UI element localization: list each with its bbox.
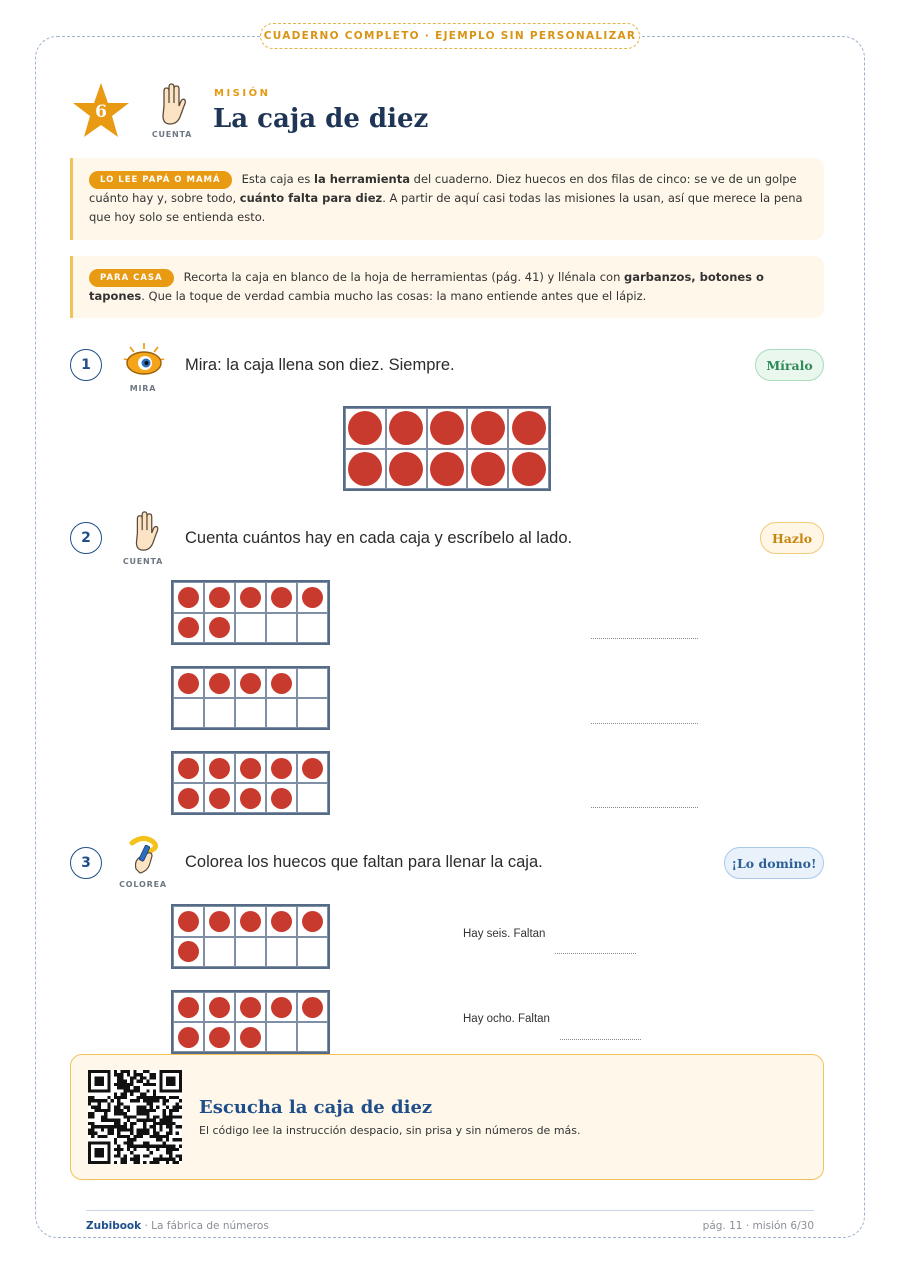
counter-dot	[240, 788, 261, 809]
counter-dot	[430, 452, 464, 486]
filled-cell	[235, 753, 266, 783]
filled-cell	[173, 668, 204, 698]
counter-dot	[209, 587, 230, 608]
filled-cell	[266, 906, 297, 937]
counter-dot	[178, 911, 199, 932]
answer-field[interactable]	[591, 638, 698, 639]
counter-dot	[302, 587, 323, 608]
filled-cell	[204, 1022, 235, 1052]
banner: CUADERNO COMPLETO · EJEMPLO SIN PERSONALIZAR	[260, 23, 640, 49]
audio-subtitle: El código lee la instrucción despacio, sin prisa y sin números de más.	[199, 1124, 581, 1137]
filled-cell	[297, 582, 328, 613]
empty-cell	[266, 1022, 297, 1052]
missing-prompt: Hay seis. Faltan	[463, 928, 546, 940]
counter-dot	[178, 617, 199, 638]
filled-cell	[204, 613, 235, 644]
book-name: · La fábrica de números	[141, 1220, 269, 1232]
activity-instruction: Colorea los huecos que faltan para llenar la caja.	[185, 853, 543, 871]
counter-dot	[178, 941, 199, 962]
empty-cell	[235, 698, 266, 728]
activity-number: 1	[70, 349, 102, 381]
filled-cell	[204, 753, 235, 783]
home-note-text: . Que la toque de verdad cambia mucho las cosas: la mano entiende antes que el lápiz.	[141, 289, 647, 303]
counter-dot	[471, 411, 505, 445]
counter-dot	[302, 758, 323, 779]
counter-dot	[209, 617, 230, 638]
counter-dot	[240, 1027, 261, 1048]
empty-cell	[204, 698, 235, 728]
filled-cell	[266, 783, 297, 813]
counter-dot	[512, 452, 546, 486]
counter-dot	[430, 411, 464, 445]
counter-dot	[512, 411, 546, 445]
page-number: pág. 11 · misión 6/30	[702, 1220, 814, 1232]
filled-cell	[386, 408, 427, 449]
filled-cell	[235, 668, 266, 698]
empty-cell	[235, 937, 266, 968]
hand-count-icon	[124, 510, 168, 554]
counter-dot	[271, 673, 292, 694]
home-note-bold: garbanzos, botones o tapones	[89, 270, 764, 303]
activity-instruction: Mira: la caja llena son diez. Siempre.	[185, 356, 455, 374]
filled-cell	[467, 449, 508, 490]
counter-dot	[271, 911, 292, 932]
counter-dot	[271, 587, 292, 608]
filled-cell	[173, 783, 204, 813]
empty-cell	[297, 668, 328, 698]
filled-cell	[173, 992, 204, 1022]
filled-cell	[173, 613, 204, 644]
empty-cell	[266, 613, 297, 644]
answer-field[interactable]	[555, 953, 636, 954]
ten-frame[interactable]	[171, 990, 330, 1054]
filled-cell	[204, 582, 235, 613]
counter-dot	[209, 788, 230, 809]
answer-field[interactable]	[591, 807, 698, 808]
counter-dot	[302, 997, 323, 1018]
empty-cell	[297, 783, 328, 813]
filled-cell	[345, 408, 386, 449]
activity-instruction: Cuenta cuántos hay en cada caja y escríbelo al lado.	[185, 529, 573, 547]
ten-frame	[171, 666, 330, 730]
counter-dot	[240, 997, 261, 1018]
counter-dot	[209, 911, 230, 932]
mission-number: 6	[95, 102, 107, 122]
counter-dot	[302, 911, 323, 932]
answer-field[interactable]	[560, 1039, 641, 1040]
filled-cell	[508, 449, 549, 490]
brand-name: Zubibook	[86, 1220, 142, 1232]
home-note-text: Recorta la caja en blanco de la hoja de herramientas (pág. 41) y llénala con	[183, 270, 625, 284]
filled-cell	[173, 1022, 204, 1052]
footer-divider	[86, 1210, 814, 1211]
empty-cell	[173, 698, 204, 728]
empty-cell	[297, 937, 328, 968]
counter-dot	[178, 673, 199, 694]
activity-icon-label: COLOREA	[119, 880, 167, 889]
empty-cell	[297, 698, 328, 728]
activity-number: 2	[70, 522, 102, 554]
empty-cell	[266, 698, 297, 728]
filled-cell	[297, 906, 328, 937]
counter-dot	[348, 411, 382, 445]
parent-note-text: Esta caja es	[241, 172, 315, 186]
counter-dot	[471, 452, 505, 486]
activity-icon-label: CUENTA	[122, 557, 164, 566]
qr-code[interactable]	[88, 1070, 182, 1164]
filled-cell	[173, 753, 204, 783]
counter-dot	[178, 1027, 199, 1048]
parent-note-bold: cuánto falta para diez	[239, 191, 383, 205]
filled-cell	[204, 992, 235, 1022]
filled-cell	[297, 992, 328, 1022]
filled-cell	[427, 408, 468, 449]
activity-number: 3	[70, 847, 102, 879]
home-note	[70, 256, 824, 318]
audio-title: Escucha la caja de diez	[199, 1097, 433, 1118]
counter-dot	[178, 758, 199, 779]
filled-cell	[297, 753, 328, 783]
counter-dot	[178, 788, 199, 809]
filled-cell	[173, 937, 204, 968]
filled-cell	[204, 668, 235, 698]
ten-frame	[171, 580, 330, 645]
filled-cell	[235, 783, 266, 813]
level-badge: Hazlo	[760, 522, 824, 554]
counter-dot	[240, 673, 261, 694]
mission-kicker: MISIÓN	[214, 88, 271, 99]
filled-cell	[235, 906, 266, 937]
counter-dot	[178, 587, 199, 608]
counter-dot	[389, 411, 423, 445]
parent-note	[70, 158, 824, 240]
filled-cell	[235, 992, 266, 1022]
parent-note-bold: la herramienta	[314, 172, 410, 186]
activity-icon-label: MIRA	[129, 384, 157, 393]
counter-dot	[240, 587, 261, 608]
filled-cell	[386, 449, 427, 490]
empty-cell	[297, 1022, 328, 1052]
hand-count-icon	[155, 82, 191, 128]
ten-frame[interactable]	[171, 904, 330, 969]
parent-note-tag: LO LEE PAPÁ O MAMÁ	[89, 171, 232, 189]
counter-dot	[271, 788, 292, 809]
empty-cell	[266, 937, 297, 968]
counter-dot	[178, 997, 199, 1018]
missing-prompt: Hay ocho. Faltan	[463, 1013, 550, 1025]
ten-frame	[343, 406, 551, 491]
eye-icon	[122, 341, 166, 385]
counter-dot	[209, 758, 230, 779]
filled-cell	[235, 1022, 266, 1052]
counter-dot	[209, 1027, 230, 1048]
crayon-icon	[122, 833, 166, 877]
filled-cell	[173, 906, 204, 937]
filled-cell	[427, 449, 468, 490]
empty-cell	[204, 937, 235, 968]
counter-dot	[209, 997, 230, 1018]
filled-cell	[235, 582, 266, 613]
filled-cell	[345, 449, 386, 490]
filled-cell	[173, 582, 204, 613]
counter-dot	[389, 452, 423, 486]
audio-box	[70, 1054, 824, 1180]
header-icon-label: CUENTA	[151, 130, 193, 139]
filled-cell	[266, 753, 297, 783]
ten-frame	[171, 751, 330, 815]
empty-cell	[235, 613, 266, 644]
level-badge: Míralo	[755, 349, 824, 381]
level-badge: ¡Lo domino!	[724, 847, 824, 879]
parent-note-text: del cuaderno. Diez huecos en dos filas de cinco: se ve de un golpe cuánto hay y, sobre todo,	[89, 172, 797, 205]
filled-cell	[204, 783, 235, 813]
counter-dot	[209, 673, 230, 694]
counter-dot	[348, 452, 382, 486]
parent-note-text: . A partir de aquí casi todas las misiones la usan, así que merece la pena que hoy solo se entienda esto.	[89, 191, 803, 224]
page-title: La caja de diez	[213, 104, 429, 134]
counter-dot	[271, 758, 292, 779]
filled-cell	[266, 582, 297, 613]
empty-cell	[297, 613, 328, 644]
counter-dot	[240, 758, 261, 779]
filled-cell	[467, 408, 508, 449]
filled-cell	[204, 906, 235, 937]
counter-dot	[240, 911, 261, 932]
footer-brand	[86, 1220, 269, 1232]
filled-cell	[508, 408, 549, 449]
filled-cell	[266, 992, 297, 1022]
counter-dot	[271, 997, 292, 1018]
filled-cell	[266, 668, 297, 698]
home-note-tag: PARA CASA	[89, 269, 174, 287]
answer-field[interactable]	[591, 723, 698, 724]
